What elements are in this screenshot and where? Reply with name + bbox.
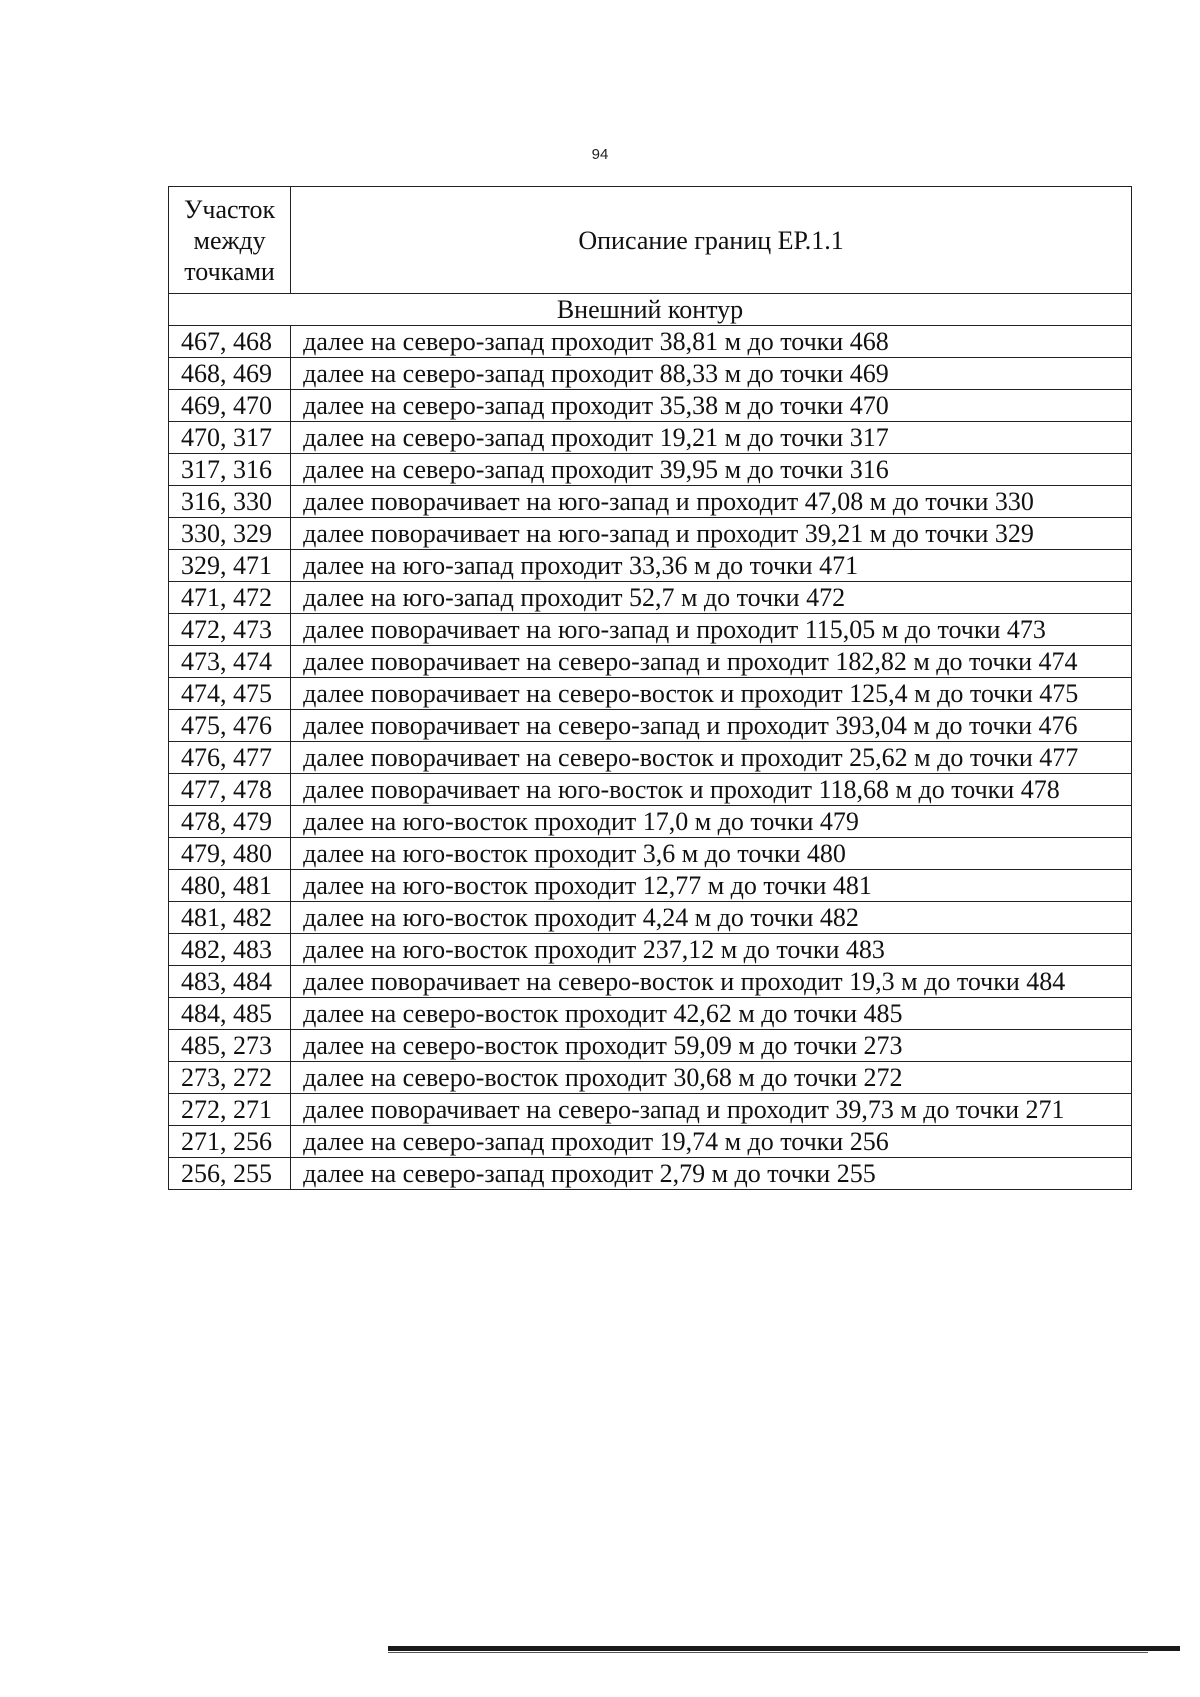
segment-cell: 329, 471 xyxy=(169,550,291,582)
table-row xyxy=(169,550,1132,582)
boundary-table xyxy=(168,186,1132,1190)
description-cell: далее поворачивает на северо-запад и проходит 182,82 м до точки 474 xyxy=(291,646,1132,678)
page-number: 94 xyxy=(591,146,609,163)
segment-cell: 484, 485 xyxy=(169,998,291,1030)
segment-cell: 273, 272 xyxy=(169,1062,291,1094)
description-cell: далее поворачивает на северо-восток и проходит 19,3 м до точки 484 xyxy=(291,966,1132,998)
section-row xyxy=(169,294,1132,326)
table-row xyxy=(169,582,1132,614)
table-row xyxy=(169,806,1132,838)
segment-column-header: Участок между точками xyxy=(169,187,291,294)
segment-cell: 482, 483 xyxy=(169,934,291,966)
description-cell: далее на северо-запад проходит 2,79 м до точки 255 xyxy=(291,1158,1132,1190)
segment-cell: 480, 481 xyxy=(169,870,291,902)
description-cell: далее на северо-запад проходит 19,74 м до точки 256 xyxy=(291,1126,1132,1158)
table-row xyxy=(169,1030,1132,1062)
description-cell: далее на юго-восток проходит 12,77 м до точки 481 xyxy=(291,870,1132,902)
description-cell: далее на юго-восток проходит 17,0 м до точки 479 xyxy=(291,806,1132,838)
table-row xyxy=(169,934,1132,966)
segment-cell: 472, 473 xyxy=(169,614,291,646)
footer-rule xyxy=(388,1646,1180,1651)
description-cell: далее на юго-восток проходит 237,12 м до точки 483 xyxy=(291,934,1132,966)
segment-cell: 478, 479 xyxy=(169,806,291,838)
description-column-header: Описание границ ЕР.1.1 xyxy=(291,187,1132,294)
segment-cell: 476, 477 xyxy=(169,742,291,774)
description-cell: далее на юго-запад проходит 52,7 м до точки 472 xyxy=(291,582,1132,614)
table-row xyxy=(169,518,1132,550)
description-cell: далее поворачивает на юго-запад и проходит 115,05 м до точки 473 xyxy=(291,614,1132,646)
segment-cell: 317, 316 xyxy=(169,454,291,486)
description-cell: далее поворачивает на северо-восток и проходит 25,62 м до точки 477 xyxy=(291,742,1132,774)
description-cell: далее на юго-восток проходит 3,6 м до точки 480 xyxy=(291,838,1132,870)
table-row xyxy=(169,422,1132,454)
description-cell: далее на северо-запад проходит 35,38 м до точки 470 xyxy=(291,390,1132,422)
segment-cell: 483, 484 xyxy=(169,966,291,998)
description-cell: далее поворачивает на юго-запад и проходит 39,21 м до точки 329 xyxy=(291,518,1132,550)
segment-cell: 330, 329 xyxy=(169,518,291,550)
segment-cell: 477, 478 xyxy=(169,774,291,806)
segment-cell: 479, 480 xyxy=(169,838,291,870)
segment-cell: 469, 470 xyxy=(169,390,291,422)
segment-cell: 316, 330 xyxy=(169,486,291,518)
segment-cell: 470, 317 xyxy=(169,422,291,454)
description-cell: далее поворачивает на северо-запад и проходит 393,04 м до точки 476 xyxy=(291,710,1132,742)
table-row xyxy=(169,1094,1132,1126)
description-cell: далее на северо-запад проходит 39,95 м до точки 316 xyxy=(291,454,1132,486)
table-row xyxy=(169,614,1132,646)
segment-cell: 481, 482 xyxy=(169,902,291,934)
description-cell: далее на северо-восток проходит 42,62 м до точки 485 xyxy=(291,998,1132,1030)
description-cell: далее на северо-запад проходит 38,81 м до точки 468 xyxy=(291,326,1132,358)
segment-cell: 485, 273 xyxy=(169,1030,291,1062)
table-row xyxy=(169,902,1132,934)
segment-cell: 467, 468 xyxy=(169,326,291,358)
description-cell: далее на юго-запад проходит 33,36 м до точки 471 xyxy=(291,550,1132,582)
table-row xyxy=(169,390,1132,422)
segment-cell: 468, 469 xyxy=(169,358,291,390)
description-cell: далее поворачивает на юго-восток и проходит 118,68 м до точки 478 xyxy=(291,774,1132,806)
segment-cell: 272, 271 xyxy=(169,1094,291,1126)
description-cell: далее на северо-восток проходит 59,09 м до точки 273 xyxy=(291,1030,1132,1062)
table-row xyxy=(169,454,1132,486)
table-row xyxy=(169,742,1132,774)
description-cell: далее на северо-запад проходит 19,21 м до точки 317 xyxy=(291,422,1132,454)
segment-cell: 271, 256 xyxy=(169,1126,291,1158)
description-cell: далее поворачивает на юго-запад и проходит 47,08 м до точки 330 xyxy=(291,486,1132,518)
table-row xyxy=(169,838,1132,870)
table-row xyxy=(169,358,1132,390)
table-row xyxy=(169,998,1132,1030)
description-cell: далее на северо-восток проходит 30,68 м до точки 272 xyxy=(291,1062,1132,1094)
section-title: Внешний контур xyxy=(169,294,1132,326)
segment-cell: 473, 474 xyxy=(169,646,291,678)
footer-rule-thin xyxy=(388,1652,1148,1653)
segment-cell: 471, 472 xyxy=(169,582,291,614)
table-row xyxy=(169,326,1132,358)
table-body xyxy=(169,294,1132,1190)
table-row xyxy=(169,1062,1132,1094)
table-row xyxy=(169,710,1132,742)
table-row xyxy=(169,1126,1132,1158)
table-row xyxy=(169,870,1132,902)
description-cell: далее поворачивает на северо-восток и проходит 125,4 м до точки 475 xyxy=(291,678,1132,710)
table-row xyxy=(169,646,1132,678)
table-row xyxy=(169,1158,1132,1190)
table-row xyxy=(169,966,1132,998)
description-cell: далее на северо-запад проходит 88,33 м до точки 469 xyxy=(291,358,1132,390)
description-cell: далее на юго-восток проходит 4,24 м до точки 482 xyxy=(291,902,1132,934)
table-row xyxy=(169,678,1132,710)
segment-cell: 256, 255 xyxy=(169,1158,291,1190)
table-row xyxy=(169,774,1132,806)
segment-cell: 475, 476 xyxy=(169,710,291,742)
table-row xyxy=(169,486,1132,518)
description-cell: далее поворачивает на северо-запад и проходит 39,73 м до точки 271 xyxy=(291,1094,1132,1126)
table-header-row xyxy=(169,187,1132,294)
segment-cell: 474, 475 xyxy=(169,678,291,710)
